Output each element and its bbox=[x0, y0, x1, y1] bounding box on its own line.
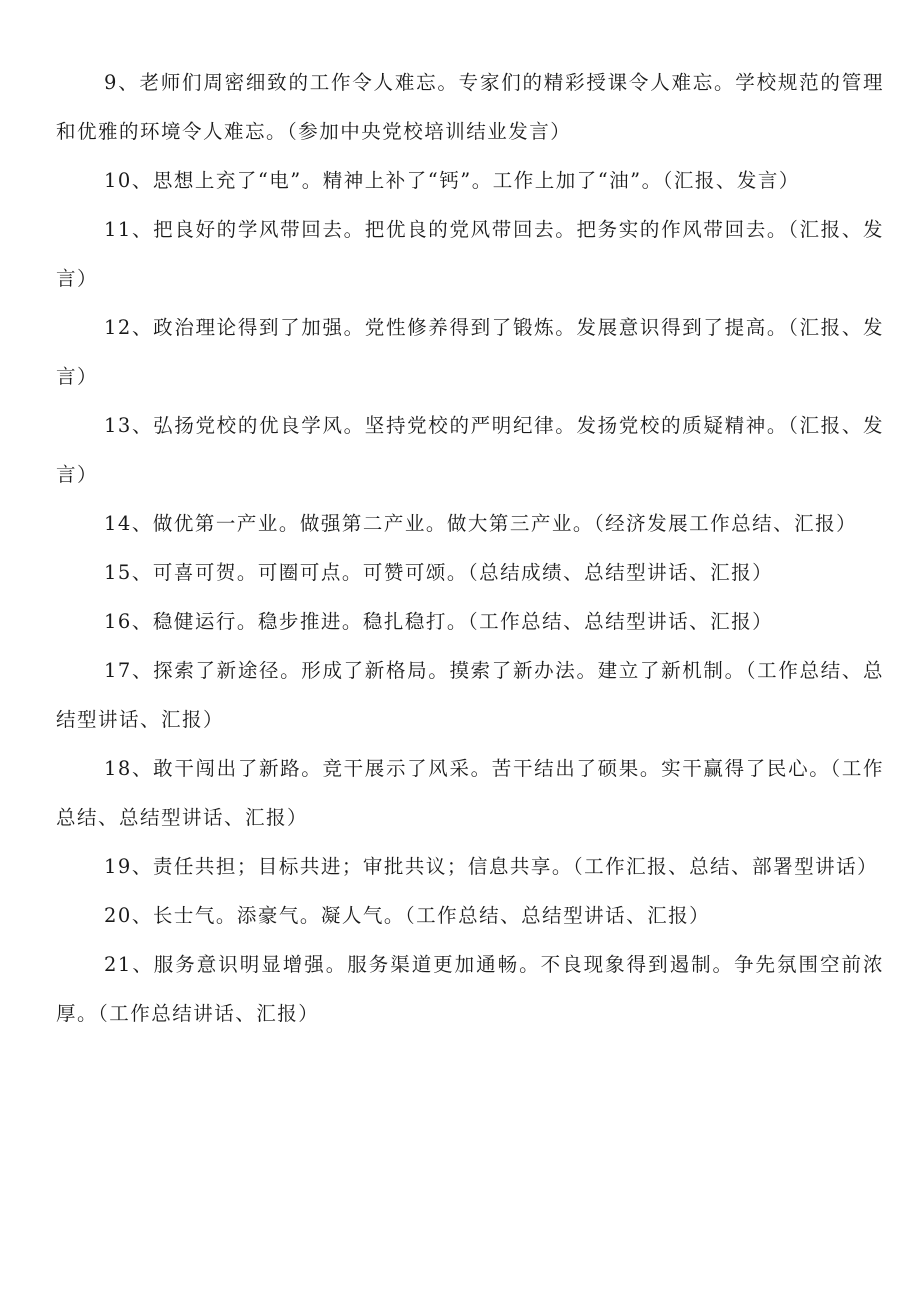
paragraph-text: 、长士气。添豪气。凝人气。（工作总结、总结型讲话、汇报） bbox=[131, 904, 711, 927]
paragraph-text: 、思想上充了“电”。精神上补了“钙”。工作上加了“油”。（汇报、发言） bbox=[131, 169, 800, 192]
paragraph-number: 12 bbox=[104, 316, 132, 339]
paragraph-10 bbox=[56, 156, 884, 205]
paragraph-text: 、弘扬党校的优良学风。坚持党校的严明纪律。发扬党校的质疑精神。（汇报、发言） bbox=[56, 414, 884, 486]
paragraph-number: 17 bbox=[104, 659, 132, 682]
paragraph-number: 15 bbox=[104, 561, 132, 584]
paragraph-text: 、服务意识明显增强。服务渠道更加通畅。不良现象得到遏制。争先氛围空前浓厚。（工作总结讲话、汇报） bbox=[56, 953, 884, 1025]
paragraph-18 bbox=[56, 744, 884, 842]
paragraph-11 bbox=[56, 205, 884, 303]
paragraph-12 bbox=[56, 303, 884, 401]
paragraph-number: 11 bbox=[104, 218, 132, 241]
paragraph-text: 、可喜可贺。可圈可点。可赞可颂。（总结成绩、总结型讲话、汇报） bbox=[131, 561, 774, 584]
paragraph-text: 、责任共担；目标共进；审批共议；信息共享。（工作汇报、总结、部署型讲话） bbox=[131, 855, 879, 878]
paragraph-number: 18 bbox=[104, 757, 132, 780]
paragraph-text: 、把良好的学风带回去。把优良的党风带回去。把务实的作风带回去。（汇报、发言） bbox=[56, 218, 884, 290]
paragraph-number: 21 bbox=[104, 953, 132, 976]
paragraph-16 bbox=[56, 597, 884, 646]
paragraph-number: 20 bbox=[104, 904, 132, 927]
paragraph-number: 14 bbox=[104, 512, 132, 535]
paragraph-9 bbox=[56, 58, 884, 156]
paragraph-text: 、探索了新途径。形成了新格局。摸索了新办法。建立了新机制。（工作总结、总结型讲话、汇报） bbox=[56, 659, 884, 731]
paragraph-text: 、做优第一产业。做强第二产业。做大第三产业。（经济发展工作总结、汇报） bbox=[131, 512, 858, 535]
paragraph-text: 、敢干闯出了新路。竞干展示了风采。苦干结出了硕果。实干赢得了民心。（工作总结、总结型讲话、汇报） bbox=[56, 757, 884, 829]
paragraph-number: 13 bbox=[104, 414, 132, 437]
paragraph-21 bbox=[56, 940, 884, 1038]
paragraph-19 bbox=[56, 842, 884, 891]
paragraph-text: 、政治理论得到了加强。党性修养得到了锻炼。发展意识得到了提高。（汇报、发言） bbox=[56, 316, 884, 388]
paragraph-13 bbox=[56, 401, 884, 499]
paragraph-15 bbox=[56, 548, 884, 597]
paragraph-number: 10 bbox=[104, 169, 132, 192]
paragraph-number: 9 bbox=[104, 71, 118, 94]
paragraph-17 bbox=[56, 646, 884, 744]
paragraph-20 bbox=[56, 891, 884, 940]
paragraph-14 bbox=[56, 499, 884, 548]
paragraph-text: 、稳健运行。稳步推进。稳扎稳打。（工作总结、总结型讲话、汇报） bbox=[131, 610, 774, 633]
paragraph-text: 、老师们周密细致的工作令人难忘。专家们的精彩授课令人难忘。学校规范的管理和优雅的环境令人难忘。（参加中央党校培训结业发言） bbox=[56, 71, 884, 143]
document-body bbox=[56, 58, 884, 1038]
paragraph-number: 16 bbox=[104, 610, 132, 633]
paragraph-number: 19 bbox=[104, 855, 132, 878]
